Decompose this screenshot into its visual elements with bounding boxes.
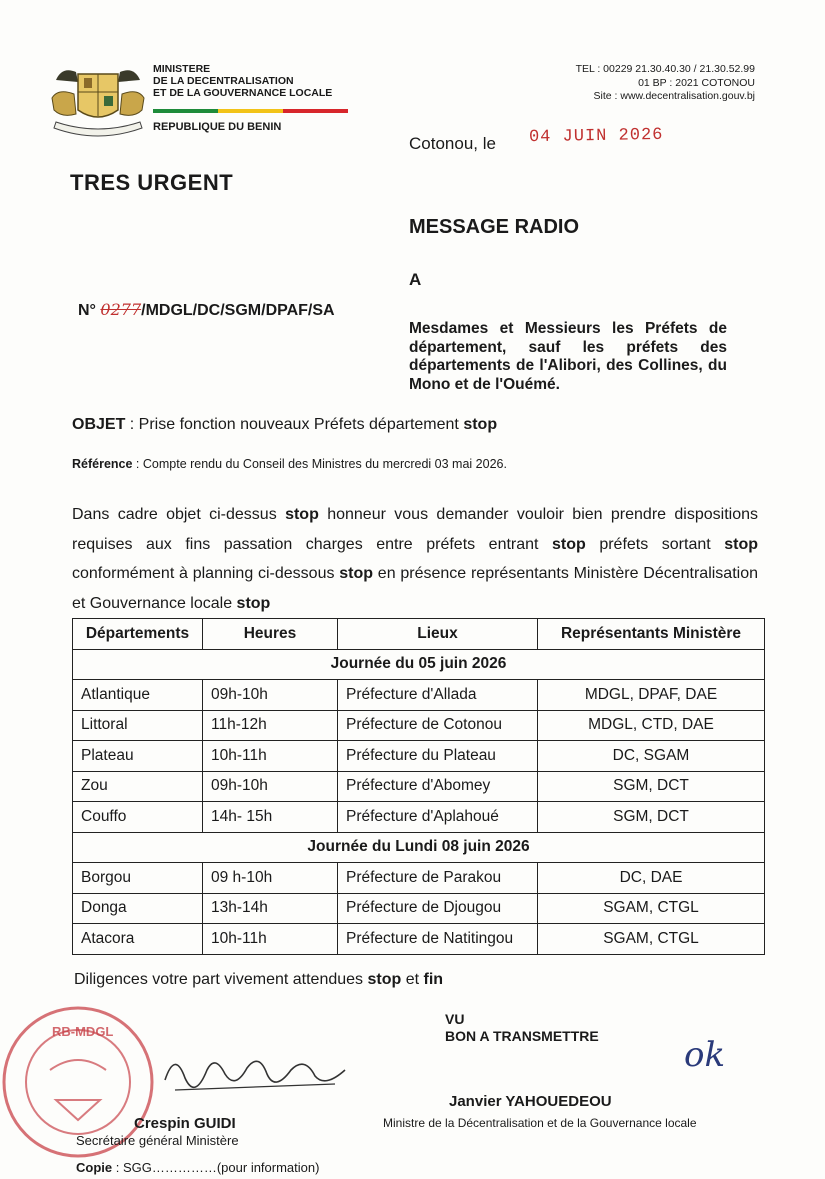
hours-cell: 11h-12h	[203, 710, 338, 741]
approval-block	[445, 1011, 599, 1045]
location-cell: Préfecture du Plateau	[338, 741, 538, 772]
city-label: Cotonou, le	[409, 134, 496, 153]
location-cell: Préfecture de Djougou	[338, 893, 538, 924]
ministry-name-block	[153, 63, 332, 99]
column-header: Départements	[73, 619, 203, 650]
message-type-title: MESSAGE RADIO	[409, 216, 580, 238]
table-row	[73, 893, 765, 924]
representatives-cell: SGM, DCT	[538, 771, 765, 802]
hours-cell: 10h-11h	[203, 741, 338, 772]
minister-name: Janvier YAHOUEDEOU	[449, 1093, 612, 1110]
closing-fin: fin	[423, 971, 444, 988]
reference-text: : Compte rendu du Conseil des Ministres du mercredi 03 mai 2026.	[132, 457, 507, 471]
flag-color-bar	[153, 109, 348, 113]
body-text-segment: en présence représentants Ministère Décentralisation et Gouvernance locale	[72, 565, 759, 612]
hours-cell: 14h- 15h	[203, 802, 338, 833]
department-cell: Donga	[73, 893, 203, 924]
body-stop-word: stop	[339, 565, 374, 582]
department-cell: Plateau	[73, 741, 203, 772]
objet-label: OBJET	[72, 416, 126, 433]
representatives-cell: SGAM, CTGL	[538, 924, 765, 955]
reference-line	[72, 457, 507, 471]
location-cell: Préfecture d'Abomey	[338, 771, 538, 802]
closing-text: Diligences votre part vivement attendues	[74, 971, 368, 988]
body-text-segment: conformément à planning ci-dessous	[72, 565, 340, 582]
reference-prefix: N°	[78, 302, 96, 319]
location-cell: Préfecture d'Allada	[338, 680, 538, 711]
objet-line	[72, 416, 497, 434]
ministry-line: DE LA DECENTRALISATION	[153, 75, 294, 87]
table-header-row	[73, 619, 765, 650]
body-paragraph	[72, 500, 758, 618]
department-cell: Atacora	[73, 924, 203, 955]
contact-address: 01 BP : 2021 COTONOU	[638, 76, 755, 89]
table-day-row	[73, 832, 765, 863]
location-cell: Préfecture d'Aplahoué	[338, 802, 538, 833]
closing-line	[74, 971, 443, 989]
table-row	[73, 802, 765, 833]
ministry-line: MINISTERE	[153, 63, 211, 75]
location-cell: Préfecture de Cotonou	[338, 710, 538, 741]
representatives-cell: MDGL, CTD, DAE	[538, 710, 765, 741]
reference-suffix: /MDGL/DC/SGM/DPAF/SA	[141, 302, 335, 319]
addressee-block: Mesdames et Messieurs les Préfets de département, sauf les préfets des départements de l'Alibori, des Collines, du Mono et de l'Ouémé.	[409, 320, 727, 393]
minister-title: Ministre de la Décentralisation et de la Gouvernance locale	[383, 1116, 697, 1130]
ministry-line: ET DE LA GOUVERNANCE LOCALE	[153, 87, 333, 99]
hours-cell: 13h-14h	[203, 893, 338, 924]
representatives-cell: SGM, DCT	[538, 802, 765, 833]
representatives-cell: SGAM, CTGL	[538, 893, 765, 924]
department-cell: Atlantique	[73, 680, 203, 711]
column-header: Lieux	[338, 619, 538, 650]
hours-cell: 09 h-10h	[203, 863, 338, 894]
body-text-segment: Dans cadre objet ci-dessus	[72, 506, 286, 523]
svg-text:RB-MDGL: RB-MDGL	[52, 1024, 114, 1039]
body-stop-word: stop	[724, 535, 758, 553]
day-label: Journée du Lundi 08 juin 2026	[73, 832, 765, 863]
column-header: Représentants Ministère	[538, 619, 765, 650]
location-cell: Préfecture de Natitingou	[338, 924, 538, 955]
copy-label: Copie	[76, 1160, 113, 1175]
hours-cell: 09h-10h	[203, 680, 338, 711]
department-cell: Zou	[73, 771, 203, 802]
vu-label: VU	[445, 1011, 465, 1027]
objet-text: : Prise fonction nouveaux Préfets département	[125, 416, 464, 433]
urgency-label: TRES URGENT	[70, 170, 234, 195]
table-row	[73, 863, 765, 894]
hours-cell: 10h-11h	[203, 924, 338, 955]
copy-text: : SGG……………(pour information)	[112, 1160, 320, 1175]
table-row	[73, 771, 765, 802]
planning-table	[72, 618, 765, 955]
body-text-segment: honneur vous demander vouloir bien prendre dispositions requises aux fins passation charges entre préfets entrant	[72, 506, 758, 553]
location-cell: Préfecture de Parakou	[338, 863, 538, 894]
representatives-cell: DC, SGAM	[538, 741, 765, 772]
objet-stop: stop	[463, 416, 498, 433]
benin-coat-of-arms-icon	[48, 58, 148, 142]
table-day-row	[73, 649, 765, 680]
table-row	[73, 710, 765, 741]
reference-label: Référence	[72, 457, 133, 471]
department-cell: Couffo	[73, 802, 203, 833]
department-cell: Littoral	[73, 710, 203, 741]
representatives-cell: MDGL, DPAF, DAE	[538, 680, 765, 711]
body-stop-word: stop	[285, 506, 319, 523]
representatives-cell: DC, DAE	[538, 863, 765, 894]
secretary-general-title: Secrétaire général Ministère	[76, 1133, 239, 1148]
secretary-general-name: Crespin GUIDI	[134, 1115, 236, 1132]
department-cell: Borgou	[73, 863, 203, 894]
table-row	[73, 924, 765, 955]
republic-label: REPUBLIQUE DU BENIN	[153, 121, 282, 133]
table-row	[73, 680, 765, 711]
contact-website: Site : www.decentralisation.gouv.bj	[593, 90, 755, 102]
hours-cell: 09h-10h	[203, 771, 338, 802]
contact-block	[576, 63, 755, 104]
body-stop-word: stop	[236, 594, 271, 612]
reference-number	[78, 300, 335, 320]
closing-and: et	[401, 971, 424, 988]
handwritten-number: 0277	[100, 300, 142, 319]
column-header: Heures	[203, 619, 338, 650]
table-row	[73, 741, 765, 772]
bon-a-transmettre-label: BON A TRANSMETTRE	[445, 1028, 599, 1044]
day-label: Journée du 05 juin 2026	[73, 649, 765, 680]
closing-stop: stop	[367, 971, 402, 988]
date-stamp: 04 JUIN 2026	[528, 125, 664, 148]
contact-phone: TEL : 00229 21.30.40.30 / 21.30.52.99	[575, 63, 755, 75]
to-label: A	[409, 270, 422, 289]
copy-line	[76, 1160, 319, 1175]
body-stop-word: stop	[552, 535, 586, 553]
body-text-segment: préfets sortant	[585, 535, 725, 553]
handwritten-ok: ok	[684, 1035, 726, 1075]
signature-scribble	[155, 1040, 355, 1110]
